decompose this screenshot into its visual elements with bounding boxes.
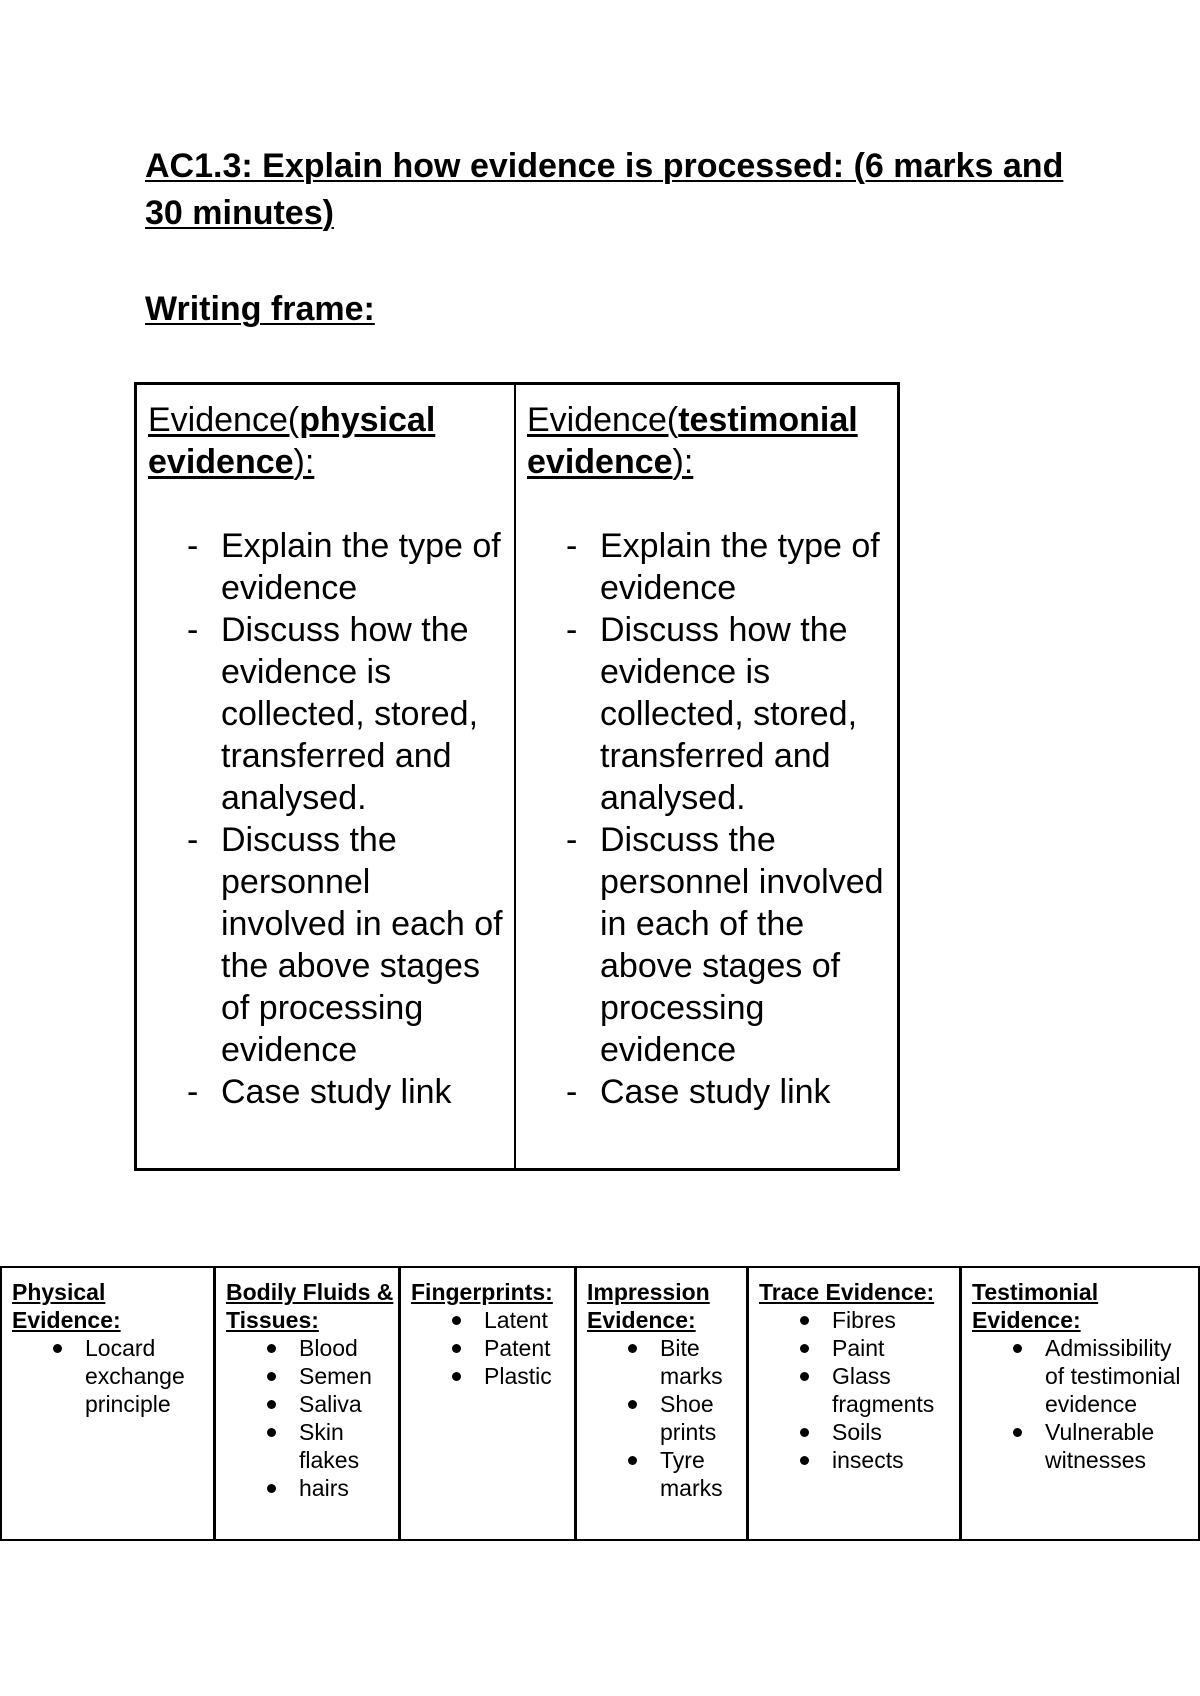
list-item <box>411 1306 570 1334</box>
list-item-text: Skin flakes <box>299 1419 360 1473</box>
bullet-icon <box>267 1344 276 1353</box>
category-fingerprints <box>398 1268 574 1539</box>
dash-marker: - <box>187 611 199 649</box>
list-item <box>759 1334 955 1362</box>
bullet-icon <box>800 1456 809 1465</box>
list-item <box>226 1390 394 1418</box>
list-item <box>527 1071 887 1113</box>
list-item-text: Case study link <box>221 1073 452 1111</box>
list-item-text: Explain the type of evidence <box>600 527 880 607</box>
list-item-text: Discuss the personnel involved in each of the above stages of processing evidence <box>221 821 503 1069</box>
category-list <box>759 1306 955 1474</box>
list-item <box>972 1334 1194 1418</box>
bullet-icon <box>800 1372 809 1381</box>
list-item-text: Locard exchange principle <box>85 1335 185 1417</box>
list-item-text: Saliva <box>299 1391 362 1417</box>
list-item-text: Latent <box>484 1307 548 1333</box>
bullet-icon <box>628 1456 637 1465</box>
list-item <box>148 1071 504 1113</box>
bullet-icon <box>800 1316 809 1325</box>
bullet-icon <box>452 1372 461 1381</box>
bullet-icon <box>267 1372 276 1381</box>
list-item-text: Vulnerable witnesses <box>1045 1419 1155 1473</box>
physical-evidence-column <box>137 385 514 1168</box>
bullet-icon <box>1013 1428 1022 1437</box>
category-impression-evidence <box>574 1268 746 1539</box>
bullet-icon <box>53 1344 62 1353</box>
category-list <box>226 1334 394 1502</box>
category-trace-evidence <box>746 1268 959 1539</box>
category-list <box>587 1334 742 1502</box>
heading-prefix: Evidence( <box>527 401 679 439</box>
category-list <box>411 1306 570 1390</box>
list-item <box>759 1306 955 1334</box>
bullet-icon <box>628 1400 637 1409</box>
list-item <box>587 1446 742 1502</box>
list-item <box>411 1362 570 1390</box>
list-item <box>587 1334 742 1390</box>
list-item <box>759 1446 955 1474</box>
bullet-icon <box>452 1344 461 1353</box>
list-item-text: Discuss how the evidence is collected, stored, transferred and analysed. <box>600 611 858 817</box>
list-item-text: Case study link <box>600 1073 831 1111</box>
list-item-text: Shoe prints <box>660 1391 717 1445</box>
category-title: Fingerprints: <box>411 1279 553 1305</box>
list-item-text: hairs <box>299 1475 349 1501</box>
list-item-text: Fibres <box>832 1307 896 1333</box>
list-item-text: Plastic <box>484 1363 552 1389</box>
list-item-text: Discuss the personnel involved in each of the above stages of processing evidence <box>600 821 884 1069</box>
heading-bold: physical evidence <box>148 401 436 481</box>
category-list <box>972 1334 1194 1474</box>
list-item <box>527 609 887 819</box>
heading-prefix: Evidence( <box>148 401 300 439</box>
list-item <box>527 819 887 1071</box>
bullet-icon <box>800 1344 809 1353</box>
evidence-categories-table <box>0 1266 1200 1541</box>
list-item <box>226 1418 394 1474</box>
list-item-text: insects <box>832 1447 904 1473</box>
list-item-text: Tyre marks <box>660 1447 723 1501</box>
list-item <box>226 1362 394 1390</box>
bullet-icon <box>1013 1344 1022 1353</box>
page-title: AC1.3: Explain how evidence is processed: (6 marks and 30 minutes) <box>145 147 1064 232</box>
list-item <box>527 525 887 609</box>
list-item-text: Explain the type of evidence <box>221 527 501 607</box>
column-heading <box>527 399 887 483</box>
dash-marker: - <box>566 611 578 649</box>
writing-frame-heading: Writing frame: <box>145 290 375 328</box>
category-physical-evidence <box>2 1268 213 1539</box>
dash-marker: - <box>566 821 578 859</box>
category-title: Impression Evidence: <box>587 1279 710 1333</box>
dash-marker: - <box>566 1073 578 1111</box>
category-bodily-fluids <box>213 1268 398 1539</box>
bullet-icon <box>267 1400 276 1409</box>
writing-frame-table <box>134 382 900 1171</box>
bullet-icon <box>452 1316 461 1325</box>
bullet-icon <box>267 1484 276 1493</box>
dash-marker: - <box>187 821 199 859</box>
list-item <box>587 1390 742 1446</box>
category-list <box>12 1334 209 1418</box>
heading-suffix: ): <box>293 443 315 481</box>
heading-suffix: ): <box>672 443 694 481</box>
category-title: Testimonial Evidence: <box>972 1279 1099 1333</box>
dash-marker: - <box>187 1073 199 1111</box>
list-item <box>972 1418 1194 1474</box>
dash-marker: - <box>566 527 578 565</box>
list-item-text: Blood <box>299 1335 358 1361</box>
list-item-text: Bite marks <box>660 1335 723 1389</box>
list-item <box>759 1362 955 1418</box>
list-item <box>148 525 504 609</box>
column-heading <box>148 399 504 483</box>
list-item-text: Admissibility of testimonial evidence <box>1045 1335 1181 1417</box>
bullet-icon <box>800 1428 809 1437</box>
list-item <box>148 819 504 1071</box>
list-item <box>148 609 504 819</box>
list-item-text: Discuss how the evidence is collected, stored, transferred and analysed. <box>221 611 479 817</box>
bullet-icon <box>267 1428 276 1437</box>
dash-marker: - <box>187 527 199 565</box>
list-item-text: Semen <box>299 1363 372 1389</box>
category-title: Trace Evidence: <box>759 1279 935 1305</box>
testimonial-evidence-column <box>514 385 897 1168</box>
prompt-list <box>148 525 504 1113</box>
list-item-text: Patent <box>484 1335 551 1361</box>
heading-bold: testimonial evidence <box>527 401 858 481</box>
list-item <box>411 1334 570 1362</box>
list-item-text: Glass fragments <box>832 1363 935 1417</box>
category-testimonial-evidence <box>959 1268 1198 1539</box>
list-item-text: Paint <box>832 1335 885 1361</box>
bullet-icon <box>628 1344 637 1353</box>
prompt-list <box>527 525 887 1113</box>
list-item <box>759 1418 955 1446</box>
list-item <box>12 1334 209 1418</box>
list-item <box>226 1334 394 1362</box>
category-title: Bodily Fluids & Tissues: <box>226 1279 394 1333</box>
list-item-text: Soils <box>832 1419 882 1445</box>
category-title: Physical Evidence: <box>12 1279 121 1333</box>
list-item <box>226 1474 394 1502</box>
